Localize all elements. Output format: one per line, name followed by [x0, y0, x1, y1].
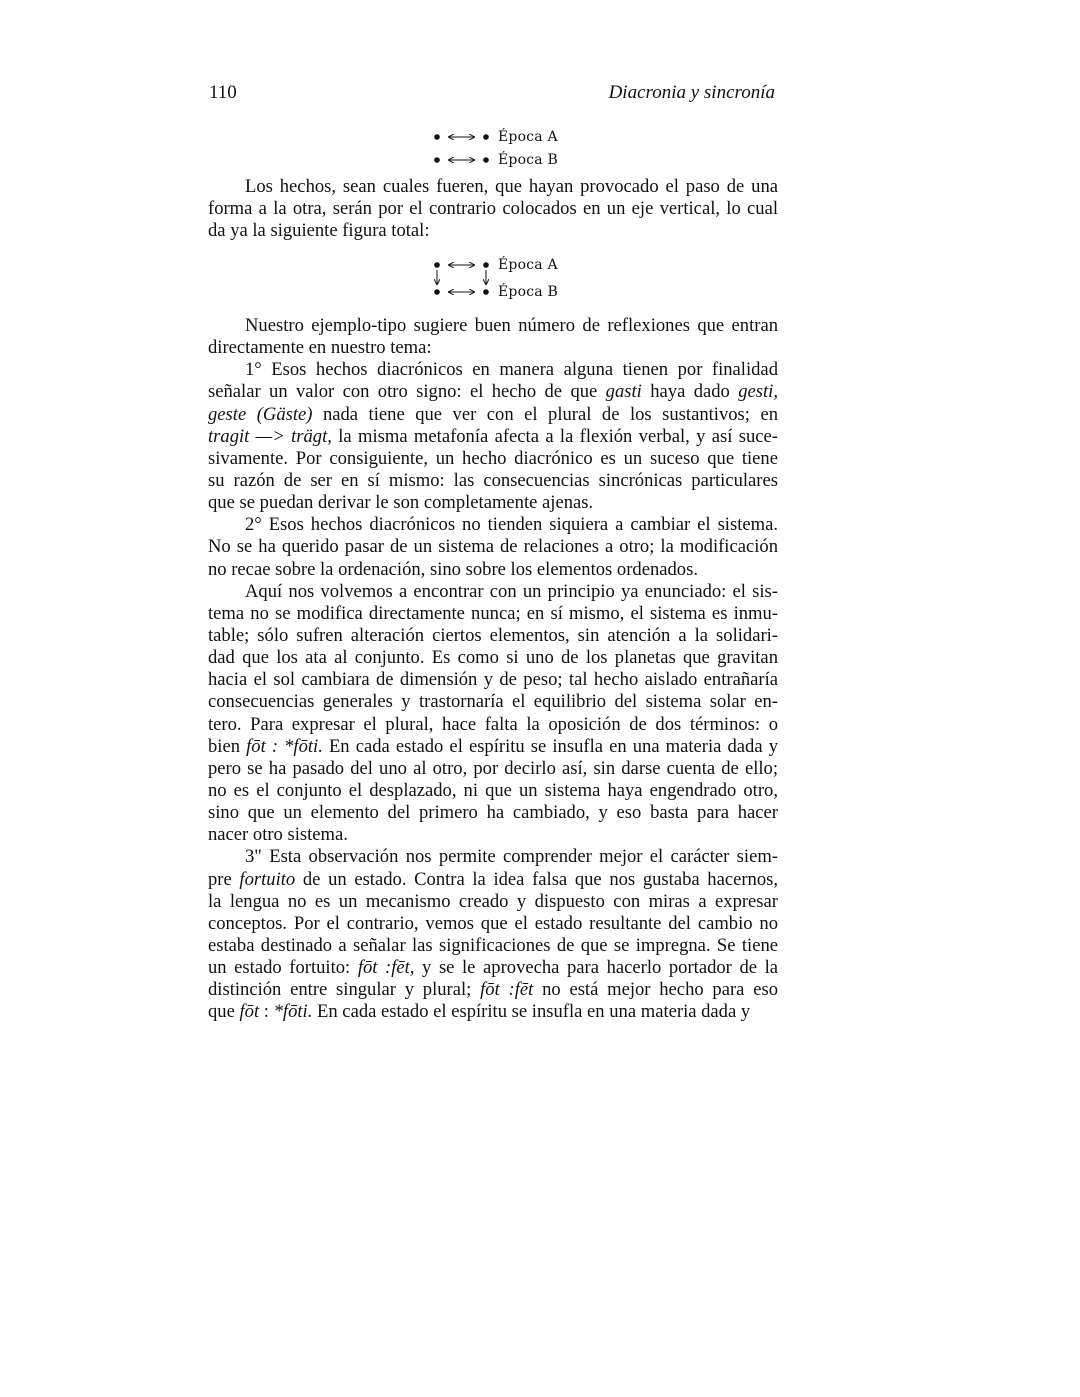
page-number: 110 — [209, 82, 237, 103]
text-line — [208, 492, 778, 514]
italic-term: *fōti. — [273, 1001, 313, 1023]
text-segment: un estado fortuito: — [208, 957, 358, 979]
text-segment: nacer otro sistema. — [208, 824, 348, 846]
text-line — [208, 198, 778, 220]
text-segment: conceptos. Por el contrario, vemos que el estado resultante del cambio no — [208, 912, 778, 934]
italic-term: tragit —> trägt, — [208, 425, 332, 447]
text-segment: Aquí nos volvemos a encontrar con un principio ya enunciado: el sis- — [245, 580, 778, 602]
text-segment: estaba destinado a señalar las significaciones de que se impregna. Se tiene — [208, 934, 778, 956]
text-segment: dad que los ata al conjunto. Es como si uno de los planetas que gravitan — [208, 647, 778, 669]
text-line — [208, 714, 778, 736]
text-line — [208, 669, 778, 691]
figure-synchronic-axis — [425, 126, 565, 172]
paragraph — [208, 581, 778, 847]
text-line — [208, 220, 778, 242]
text-line — [208, 381, 778, 403]
text-line — [208, 426, 778, 448]
text-line — [208, 581, 778, 603]
text-segment: 3" Esta observación nos permite comprender mejor el carácter siem- — [245, 846, 778, 868]
text-line — [208, 404, 778, 426]
text-segment: No se ha querido pasar de un sistema de relaciones a otro; la modificación — [208, 536, 778, 558]
text-segment: : — [259, 1001, 274, 1023]
text-line — [208, 691, 778, 713]
text-segment: que — [208, 1001, 240, 1023]
text-line — [208, 536, 778, 558]
text-segment: sino que un elemento del primero ha cambiado, y eso basta para hacer — [208, 802, 778, 824]
text-segment: da ya la siguiente figura total: — [208, 220, 430, 242]
dots-arrows-diagram — [425, 126, 495, 172]
text-line — [208, 780, 778, 802]
text-line — [208, 846, 778, 868]
text-segment: su razón de ser en sí mismo: las consecuencias sincrónicas particulares — [208, 469, 778, 491]
text-segment: 1° Esos hechos diacrónicos en manera alguna tienen por finalidad — [245, 359, 778, 381]
text-line — [208, 625, 778, 647]
text-line — [208, 470, 778, 492]
text-line — [208, 736, 778, 758]
text-segment: que se puedan derivar le son completamente ajenas. — [208, 492, 594, 514]
italic-term: geste (Gäste) — [208, 403, 313, 425]
text-segment: y se le aprovecha para hacerlo portador de la — [414, 957, 779, 979]
text-segment: tema no se modifica directamente nunca; en sí mismo, el sistema es inmu- — [208, 602, 778, 624]
paragraph — [208, 176, 778, 242]
italic-term: fortuito — [239, 868, 296, 890]
text-line — [208, 957, 778, 979]
paragraph — [208, 514, 778, 580]
text-segment: sivamente. Por consiguiente, un hecho diacrónico es un suceso que tiene — [208, 447, 778, 469]
text-segment: la misma metafonía afecta a la flexión verbal, y así suce- — [331, 425, 779, 447]
figure-total-axes — [425, 254, 565, 304]
paragraph — [208, 359, 778, 514]
italic-term: gasti — [605, 381, 642, 403]
text-line — [208, 315, 778, 337]
text-line — [208, 603, 778, 625]
text-segment: 2° Esos hechos diacrónicos no tienden siquiera a cambiar el sistema. — [245, 514, 778, 536]
paragraph-block-2 — [208, 315, 778, 1024]
text-segment: haya dado — [641, 381, 739, 403]
text-segment: señalar un valor con otro signo: el hecho de que — [208, 381, 606, 403]
italic-term: fōt — [239, 1001, 260, 1023]
text-line — [208, 359, 778, 381]
text-segment: En cada estado el espíritu se insufla en una materia dada y — [322, 735, 778, 757]
italic-term: fōt :fēt — [480, 979, 534, 1001]
text-segment: hacia el sol cambiara de dimensión y de peso; tal hecho aislado entrañaría — [208, 669, 778, 691]
text-line — [208, 758, 778, 780]
text-segment: forma a la otra, serán por el contrario colocados en un eje vertical, lo cual — [208, 198, 778, 220]
text-segment: table; sólo sufren alteración ciertos elementos, sin atención a la solidari- — [208, 624, 778, 646]
paragraph-block-1 — [208, 176, 778, 242]
text-segment: nada tiene que ver con el plural de los sustantivos; en — [312, 403, 778, 425]
text-line — [208, 913, 778, 935]
epoch-b-label: Época B — [498, 284, 558, 300]
text-line — [208, 802, 778, 824]
text-segment: bien — [208, 735, 247, 757]
text-line — [208, 559, 778, 581]
text-line — [208, 448, 778, 470]
text-line — [208, 979, 778, 1001]
text-segment: no está mejor hecho para eso — [533, 979, 778, 1001]
text-segment: de un estado. Contra la idea falsa que nos gustaba hacernos, — [295, 868, 779, 890]
text-segment: distinción entre singular y plural; — [208, 979, 481, 1001]
italic-term: gesti, — [738, 381, 778, 403]
text-line — [208, 514, 778, 536]
text-segment: directamente en nuestro tema: — [208, 337, 432, 359]
running-title: Diacronia y sincronía — [608, 82, 775, 103]
text-segment: no recae sobre la ordenación, sino sobre los elementos ordenados. — [208, 558, 698, 580]
text-segment: Los hechos, sean cuales fueren, que hayan provocado el paso de una — [245, 176, 778, 197]
text-segment: En cada estado el espíritu se insufla en una materia dada y — [312, 1001, 751, 1023]
text-line — [208, 1001, 778, 1023]
text-segment: pre — [208, 868, 240, 890]
text-segment: pero se ha pasado del uno al otro, por decirlo así, sin darse cuenta de ello; — [208, 757, 778, 779]
text-line — [208, 176, 778, 198]
text-segment: Nuestro ejemplo-tipo sugiere buen número de reflexiones que entran — [245, 315, 778, 336]
text-segment: la lengua no es un mecanismo creado y dispuesto con miras a expresar — [208, 890, 778, 912]
dots-arrows-vertical-diagram — [425, 254, 495, 304]
italic-term: fōt : *fōti. — [246, 735, 323, 757]
text-segment: no es el conjunto el desplazado, ni que un sistema haya engendrado otro, — [208, 779, 778, 801]
paragraph — [208, 846, 778, 1023]
epoch-a-label: Época A — [498, 129, 558, 145]
paragraph — [208, 315, 778, 359]
epoch-b-label: Época B — [498, 152, 558, 168]
text-line — [208, 869, 778, 891]
text-line — [208, 891, 778, 913]
text-line — [208, 337, 778, 359]
text-line — [208, 935, 778, 957]
epoch-a-label: Época A — [498, 257, 558, 273]
text-segment: consecuencias generales y trastornaría el equilibrio del sistema solar en- — [208, 691, 778, 713]
italic-term: fōt :fēt, — [357, 957, 415, 979]
text-line — [208, 647, 778, 669]
text-segment: tero. Para expresar el plural, hace falta la oposición de dos términos: o — [208, 713, 778, 735]
text-line — [208, 824, 778, 846]
